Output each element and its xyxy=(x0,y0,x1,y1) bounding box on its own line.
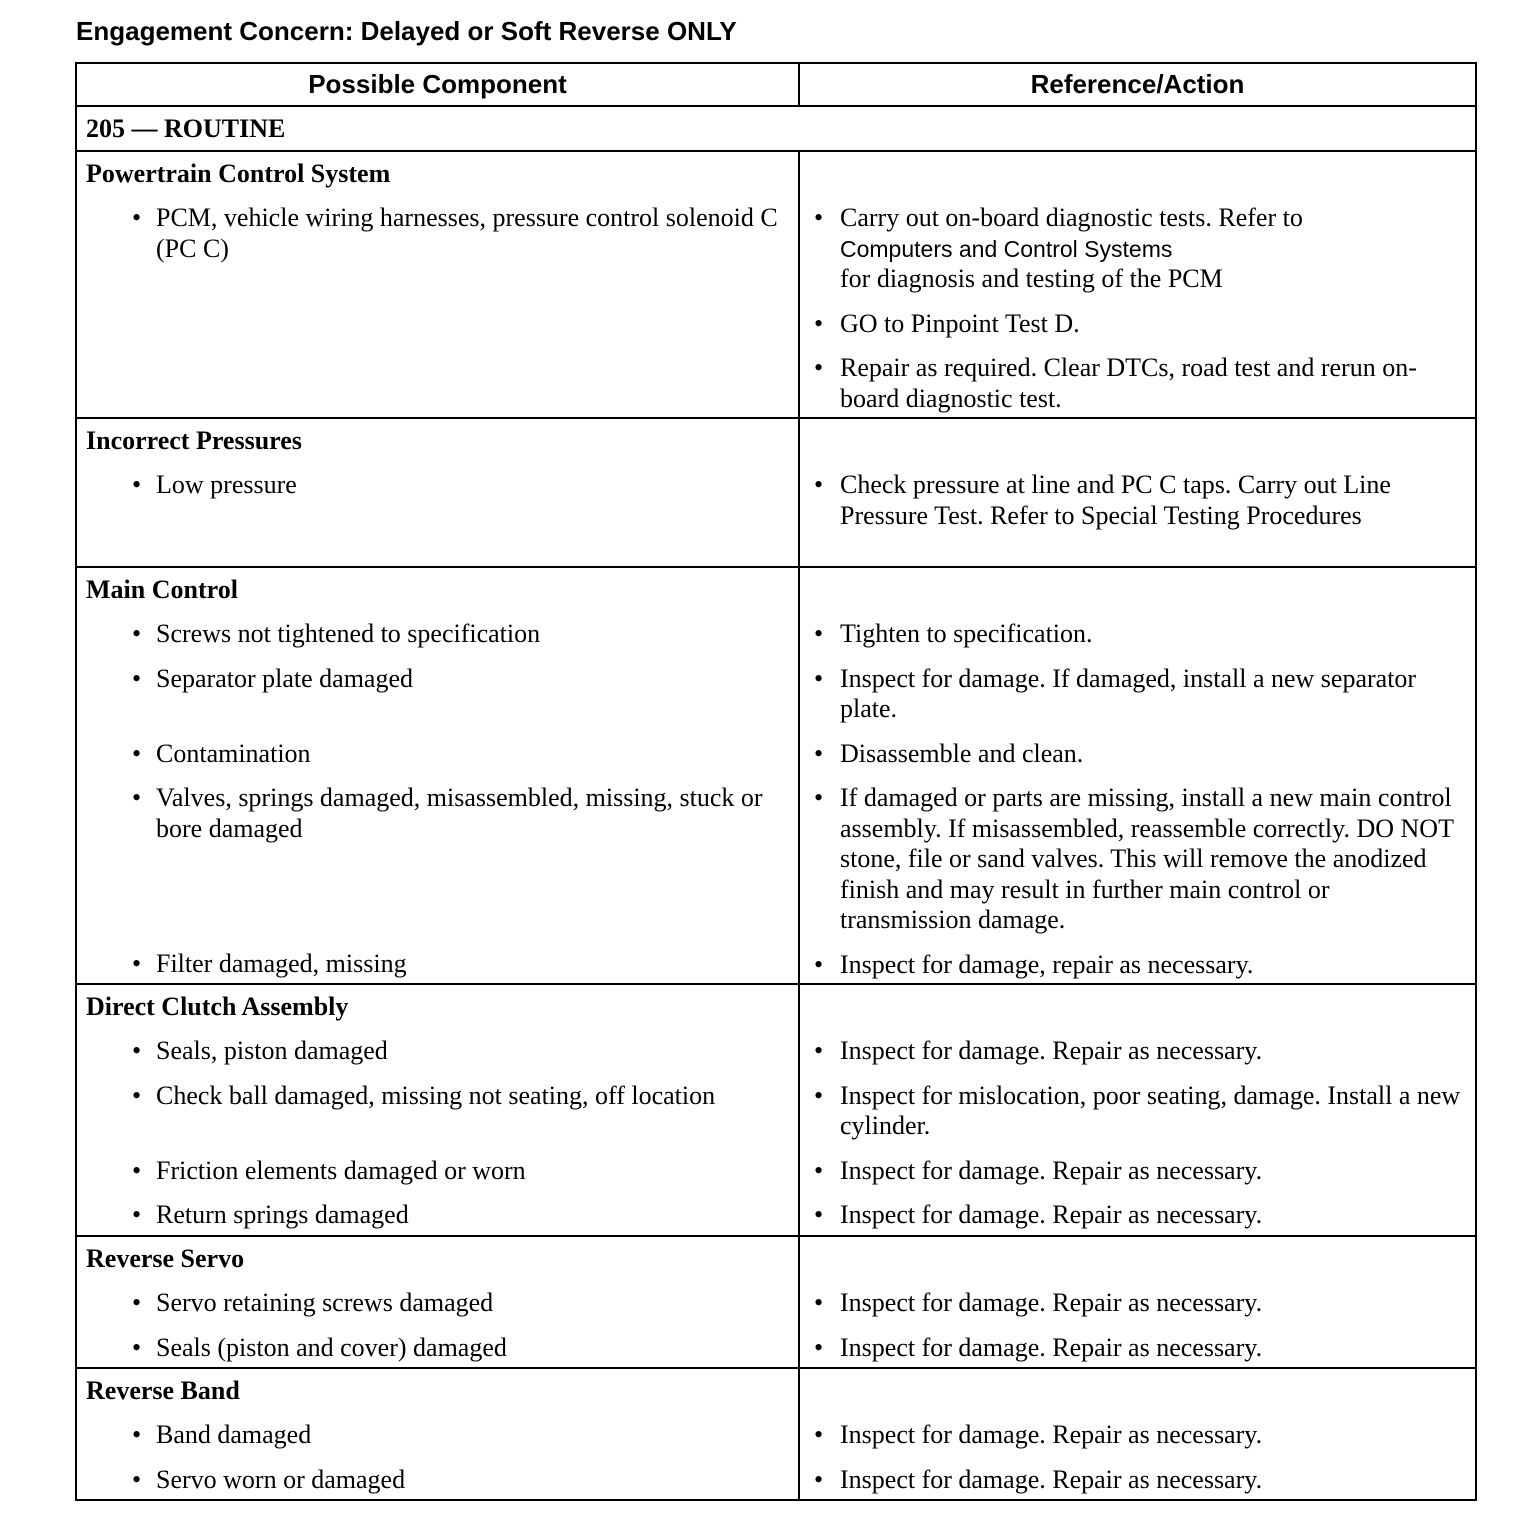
component-item: • Separator plate damaged xyxy=(77,664,798,725)
component-item: • Low pressure xyxy=(77,470,798,501)
component-item: • PCM, vehicle wiring harnesses, pressure control solenoid C (PC C) xyxy=(77,203,798,264)
routine-label: 205 — ROUTINE xyxy=(76,106,1476,151)
component-item: • Valves, springs damaged, misassembled, missing, stuck or bore damaged xyxy=(77,783,798,935)
section-row-direct-clutch xyxy=(76,984,1476,1236)
action-item: • Inspect for mislocation, poor seating, damage. Install a new cylinder. xyxy=(800,1081,1475,1142)
component-item: • Screws not tightened to specification xyxy=(77,619,798,650)
action-item: • Inspect for damage. Repair as necessary. xyxy=(800,1036,1475,1067)
section-title: Powertrain Control System xyxy=(86,159,391,188)
table-header-row xyxy=(76,63,1476,106)
component-item: • Seals, piston damaged xyxy=(77,1036,798,1067)
section-row-reverse-band xyxy=(76,1368,1476,1500)
routine-row xyxy=(76,106,1476,151)
action-cell xyxy=(799,1236,1476,1368)
action-item: • Inspect for damage. Repair as necessary. xyxy=(800,1420,1475,1451)
action-cell xyxy=(799,984,1476,1236)
diagnosis-table xyxy=(75,62,1477,1501)
component-item: • Servo worn or damaged xyxy=(77,1465,798,1496)
action-item: • Tighten to specification. xyxy=(800,619,1475,650)
action-item: • Repair as required. Clear DTCs, road test and rerun on-board diagnostic test. xyxy=(800,353,1475,414)
reference-link[interactable]: Computers and Control Systems xyxy=(840,235,1173,262)
component-item: • Filter damaged, missing xyxy=(77,949,798,980)
section-title: Reverse Servo xyxy=(86,1244,245,1273)
action-item xyxy=(800,203,1475,295)
component-cell xyxy=(76,567,799,984)
action-item: • Inspect for damage. If damaged, install a new separator plate. xyxy=(800,664,1475,725)
action-item: • Inspect for damage, repair as necessary. xyxy=(800,950,1475,981)
component-item: • Return springs damaged xyxy=(77,1200,798,1231)
action-text: Carry out on-board diagnostic tests. Refer to xyxy=(840,203,1303,232)
action-item: • Inspect for damage. Repair as necessary. xyxy=(800,1156,1475,1187)
component-cell xyxy=(76,418,799,567)
action-item: • Inspect for damage. Repair as necessary. xyxy=(800,1465,1475,1496)
component-item: • Contamination xyxy=(77,739,798,770)
action-item: • Disassemble and clean. xyxy=(800,739,1475,770)
section-title: Reverse Band xyxy=(86,1376,240,1405)
component-cell xyxy=(76,1368,799,1500)
action-cell xyxy=(799,1368,1476,1500)
section-title: Main Control xyxy=(86,575,238,604)
component-cell xyxy=(76,1236,799,1368)
component-item: • Band damaged xyxy=(77,1420,798,1451)
section-row-incorrect-pressures xyxy=(76,418,1476,567)
action-item: • Check pressure at line and PC C taps. Carry out Line Pressure Test. Refer to Special Testing Procedures xyxy=(800,470,1475,531)
section-row-powertrain xyxy=(76,151,1476,418)
column-header-action: Reference/Action xyxy=(799,63,1476,106)
component-item: • Friction elements damaged or worn xyxy=(77,1156,798,1187)
action-cell xyxy=(799,151,1476,418)
action-text: for diagnosis and testing of the PCM xyxy=(840,264,1223,293)
column-header-component: Possible Component xyxy=(76,63,799,106)
section-title: Direct Clutch Assembly xyxy=(86,992,349,1021)
section-title: Incorrect Pressures xyxy=(86,426,302,455)
action-item: • Inspect for damage. Repair as necessary. xyxy=(800,1200,1475,1231)
component-item: • Seals (piston and cover) damaged xyxy=(77,1333,798,1364)
action-item: • Inspect for damage. Repair as necessary. xyxy=(800,1333,1475,1364)
action-item: • If damaged or parts are missing, install a new main control assembly. If misassembled, reassemble correctly. DO NOT stone, file or sand valves. This will remove the anodized finish and may result in further main control or transmission damage. xyxy=(800,783,1475,936)
component-cell xyxy=(76,984,799,1236)
section-row-reverse-servo xyxy=(76,1236,1476,1368)
component-item: • Check ball damaged, missing not seating, off location xyxy=(77,1081,798,1142)
action-cell xyxy=(799,418,1476,567)
section-row-main-control xyxy=(76,567,1476,984)
page-title: Engagement Concern: Delayed or Soft Reverse ONLY xyxy=(76,16,737,46)
action-item: • Inspect for damage. Repair as necessary. xyxy=(800,1288,1475,1319)
action-item: • GO to Pinpoint Test D. xyxy=(800,309,1475,340)
action-cell xyxy=(799,567,1476,984)
component-cell xyxy=(76,151,799,418)
component-item: • Servo retaining screws damaged xyxy=(77,1288,798,1319)
